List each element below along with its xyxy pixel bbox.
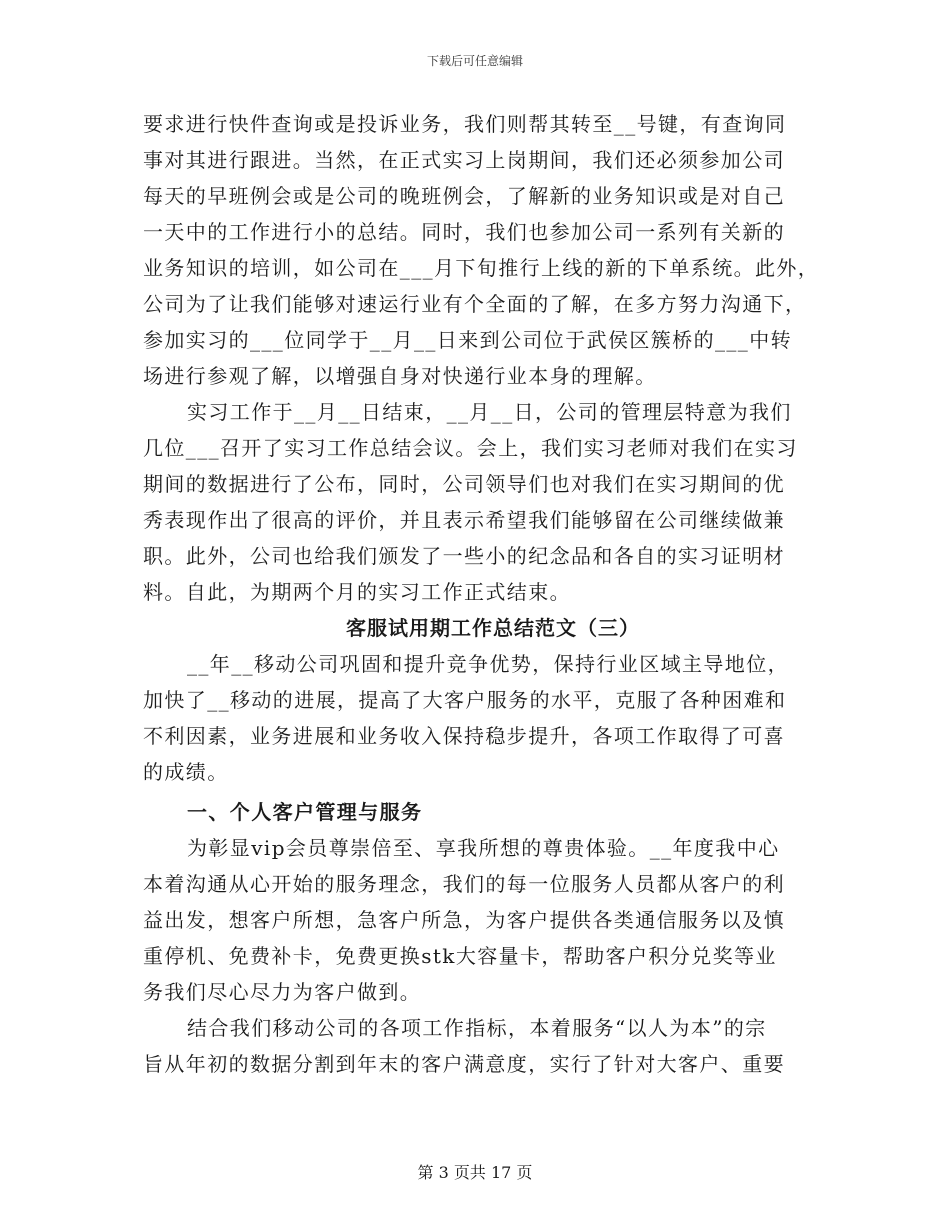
text-line: 秀表现作出了很高的评价，并且表示希望我们能够留在公司继续做兼	[143, 508, 785, 532]
text-line: 期间的数据进行了公布，同时，公司领导们也对我们在实习期间的优	[143, 472, 785, 496]
text-line: 为彰显vip会员尊崇倍至、享我所想的尊贵体验。__年度我中心	[187, 836, 780, 860]
text-line: 不利因素，业务进展和业务收入保持稳步提升，各项工作取得了可喜	[143, 724, 785, 748]
paragraph-4	[143, 830, 803, 1010]
paragraph-3	[143, 646, 803, 790]
text-line: 几位___召开了实习工作总结会议。会上，我们实习老师对我们在实习	[143, 436, 798, 460]
text-line: 旨从年初的数据分割到年末的客户满意度，实行了针对大客户、重要	[143, 1052, 785, 1076]
paragraph-5	[143, 1010, 803, 1082]
paragraph-1	[143, 106, 820, 394]
text-line: 加快了__移动的进展，提高了大客户服务的水平，克服了各种困难和	[143, 688, 787, 712]
text-line: 业务知识的培训，如公司在___月下旬推行上线的新的下单系统。此外，	[143, 256, 820, 280]
page-header: 下载后可任意编辑	[426, 54, 523, 68]
text-line: 场进行参观了解，以增强自身对快递行业本身的理解。	[143, 364, 657, 388]
text-line: 实习工作于__月__日结束，__月__日，公司的管理层特意为我们	[187, 400, 792, 424]
section-heading: 一、个人客户管理与服务	[187, 800, 423, 824]
text-line: 料。自此，为期两个月的实习工作正式结束。	[143, 580, 571, 604]
text-line: 职。此外，公司也给我们颁发了一些小的纪念品和各自的实习证明材	[143, 544, 785, 568]
text-line: 事对其进行跟进。当然，在正式实习上岗期间，我们还必须参加公司	[143, 148, 785, 172]
text-line: 公司为了让我们能够对速运行业有个全面的了解，在多方努力沟通下，	[143, 292, 807, 316]
section-title: 客服试用期工作总结范文（三）	[346, 616, 640, 640]
text-line: 结合我们移动公司的各项工作指标，本着服务“以人为本”的宗	[187, 1016, 767, 1040]
text-line: 要求进行快件查询或是投诉业务，我们则帮其转至__号键，有查询同	[143, 112, 787, 136]
text-line: 务我们尽心尽力为客户做到。	[143, 980, 422, 1004]
text-line: 一天中的工作进行小的总结。同时，我们也参加公司一系列有关新的	[143, 220, 785, 244]
text-line: __年__移动公司巩固和提升竞争优势，保持行业区域主导地位，	[187, 652, 789, 676]
text-line: 本着沟通从心开始的服务理念，我们的每一位服务人员都从客户的利	[143, 872, 785, 896]
text-line: 每天的早班例会或是公司的晚班例会，了解新的业务知识或是对自己	[143, 184, 785, 208]
text-line: 重停机、免费补卡，免费更换stk大容量卡，帮助客户积分兑奖等业	[143, 944, 777, 968]
text-line: 的成绩。	[143, 760, 229, 784]
text-line: 益出发，想客户所想，急客户所急，为客户提供各类通信服务以及慎	[143, 908, 785, 932]
document-body	[143, 106, 820, 1082]
paragraph-2	[143, 394, 803, 610]
page-footer: 第 3 页共 17 页	[417, 1163, 533, 1182]
text-line: 参加实习的___位同学于__月__日来到公司位于武侯区簇桥的___中转	[143, 328, 792, 352]
